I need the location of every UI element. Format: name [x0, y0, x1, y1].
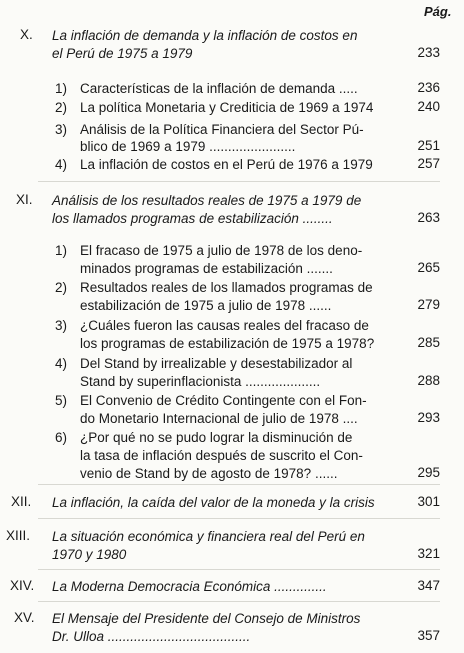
item-title-line: El fracaso de 1975 a julio de 1978 de los deno-	[80, 243, 363, 258]
item-number: 6)	[55, 430, 68, 445]
item-title-line: estabilización de 1975 a julio de 1978 ......	[80, 298, 332, 313]
divider	[38, 484, 440, 485]
item-title-line: la tasa de inflación después de suscrito el Con-	[80, 448, 363, 463]
item-title-line: El Convenio de Crédito Contingente con el Fon-	[80, 393, 367, 408]
section-numeral: XIII.	[6, 528, 31, 543]
section-numeral: XI.	[16, 192, 33, 207]
section-numeral: XV.	[14, 610, 35, 625]
section-page-number: 321	[417, 546, 440, 561]
section-title-line: La inflación, la caída del valor de la moneda y la crisis	[52, 495, 375, 510]
item-number: 4)	[55, 356, 68, 371]
item-number: 3)	[55, 122, 68, 137]
item-title-line: los programas de estabilización de 1975 a 1978?	[80, 336, 375, 351]
section-title-line: 1970 y 1980	[52, 547, 127, 562]
item-page-number: 288	[417, 373, 440, 388]
item-title-line: blico de 1969 a 1979 .......................	[80, 139, 296, 154]
section-title-line: La Moderna Democracia Económica ..............	[52, 579, 327, 594]
divider	[38, 518, 440, 519]
item-page-number: 257	[417, 156, 440, 171]
section-numeral: XIV.	[10, 578, 35, 593]
item-title-line: Del Stand by irrealizable y desestabilizador al	[80, 356, 353, 371]
item-page-number: 240	[417, 99, 440, 114]
section-page-number: 233	[417, 45, 440, 60]
item-number: 4)	[55, 157, 68, 172]
item-title-line: ¿Cuáles fueron las causas reales del fracaso de	[80, 318, 369, 333]
item-page-number: 265	[417, 260, 440, 275]
section-title-line: La situación económica y financiera real del Perú en	[52, 529, 365, 544]
item-title-line: La política Monetaria y Crediticia de 1969 a 1974	[80, 100, 374, 115]
section-page-number: 357	[417, 628, 440, 643]
divider	[38, 569, 440, 570]
item-page-number: 251	[417, 138, 440, 153]
item-title-line: Análisis de la Política Financiera del Sector Pú-	[80, 122, 364, 137]
section-title-line: el Perú de 1975 a 1979	[52, 46, 193, 61]
item-page-number: 279	[417, 297, 440, 312]
item-page-number: 295	[417, 465, 440, 480]
divider	[38, 601, 440, 602]
section-title-line: La inflación de demanda y la inflación de costos en	[52, 28, 358, 43]
item-number: 2)	[55, 100, 68, 115]
section-title-line: Análisis de los resultados reales de 1975 a 1979 de	[52, 193, 362, 208]
section-numeral: X.	[20, 27, 33, 42]
item-page-number: 236	[417, 80, 440, 95]
item-number: 3)	[55, 318, 68, 333]
item-number: 2)	[55, 280, 68, 295]
section-page-number: 263	[417, 210, 440, 225]
item-number: 1)	[55, 81, 68, 96]
section-page-number: 347	[417, 578, 440, 593]
item-page-number: 285	[417, 335, 440, 350]
divider	[38, 181, 440, 182]
item-page-number: 293	[417, 410, 440, 425]
section-numeral: XII.	[11, 494, 32, 509]
item-title-line: Resultados reales de los llamados programas de	[80, 280, 373, 295]
item-title-line: Stand by superinflacionista ....................	[80, 374, 321, 389]
item-number: 1)	[55, 243, 68, 258]
item-title-line: Características de la inflación de demanda .....	[80, 81, 358, 96]
section-title-line: los llamados programas de estabilización ........	[52, 211, 333, 226]
section-page-number: 301	[417, 494, 440, 509]
item-title-line: venio de Stand by de agosto de 1978? ......	[80, 466, 338, 481]
section-title-line: El Mensaje del Presidente del Consejo de Ministros	[52, 611, 361, 626]
section-title-line: Dr. Ulloa ......................................	[52, 629, 251, 644]
item-number: 5)	[55, 393, 68, 408]
item-title-line: ¿Por qué no se pudo lograr la disminución de	[80, 430, 353, 445]
item-title-line: do Monetario Internacional de julio de 1978 ....	[80, 411, 358, 426]
item-title-line: minados programas de estabilización .......	[80, 261, 333, 276]
item-title-line: La inflación de costos en el Perú de 1976 a 1979	[80, 157, 373, 172]
page-column-header: Pág.	[424, 4, 452, 19]
